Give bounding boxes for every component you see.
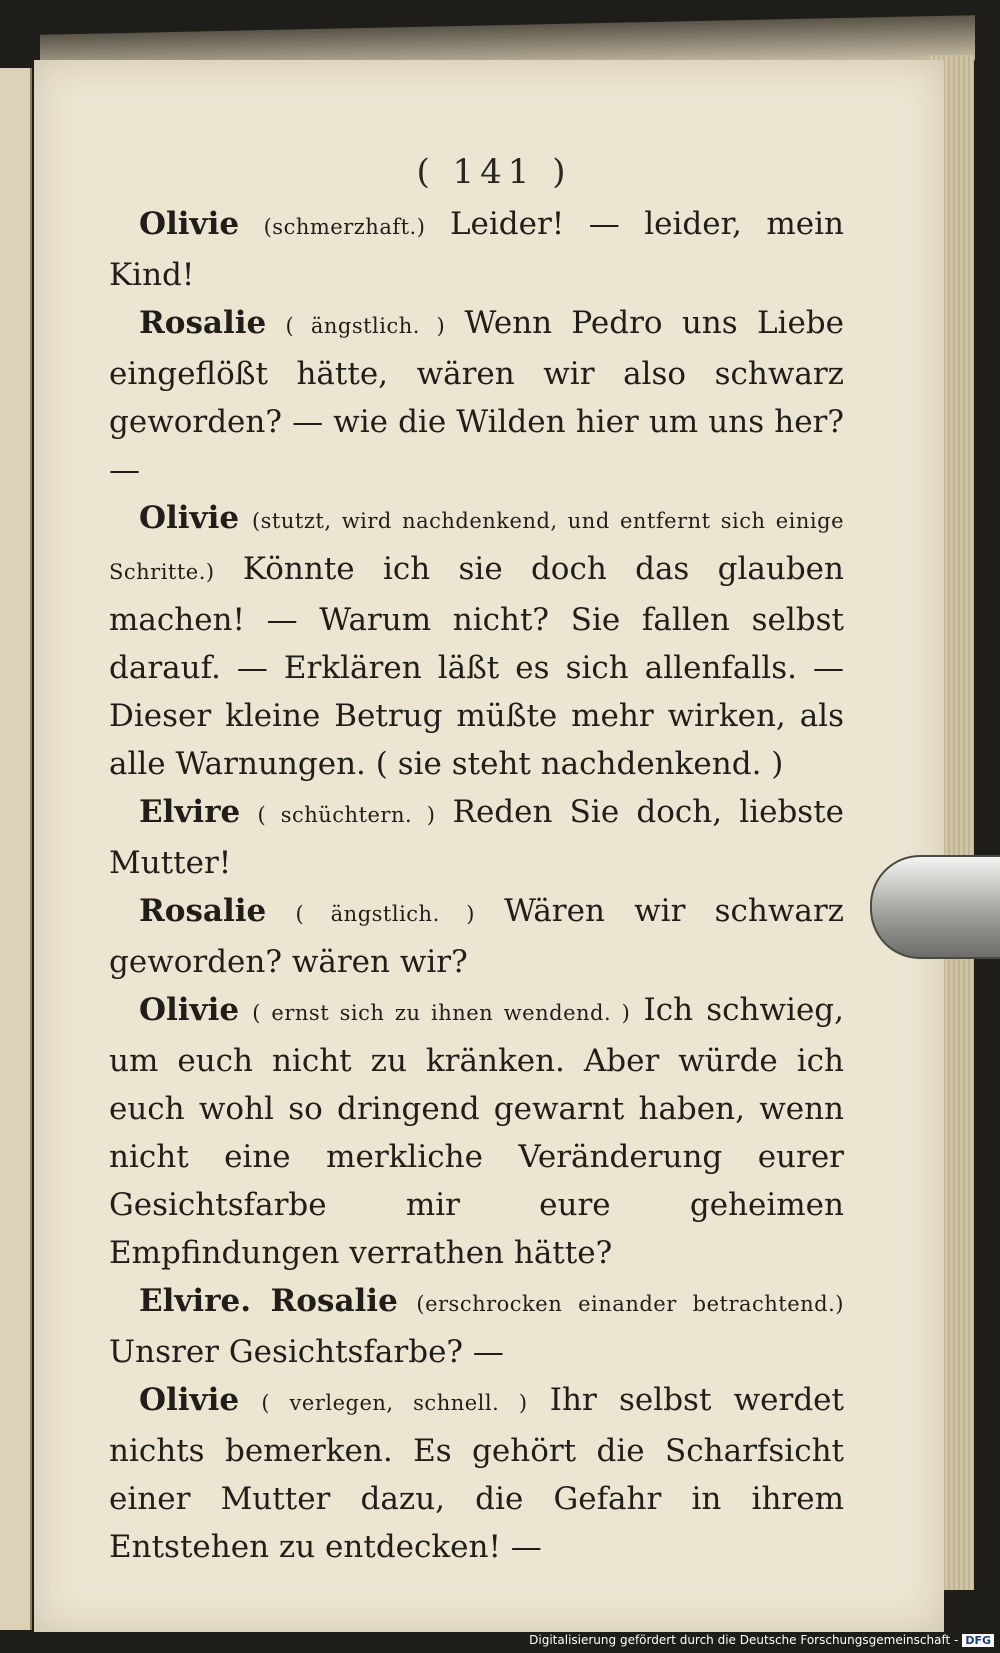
dialogue-text: Könnte ich sie doch das glauben machen! — Warum nicht? Sie fallen selbst darauf. — Erklären läßt es sich allenfalls. — Dieser kleine Betrug müßte mehr wirken, als alle Warnungen. ( sie steht nachdenkend. )	[109, 551, 844, 782]
speaker-name: Olivie	[139, 1382, 240, 1418]
page-clip	[870, 855, 1000, 959]
speaker-name: Olivie	[139, 500, 240, 536]
page-number: ( 141 )	[416, 152, 572, 192]
paragraph	[109, 494, 844, 788]
dialogue-text: Wenn Pedro uns Liebe eingeflößt hätte, wären wir also schwarz geworden? — wie die Wilden hier um uns her? —	[109, 305, 844, 488]
speaker-name: Elvire	[139, 794, 241, 830]
paragraph	[109, 1376, 844, 1571]
dialogue-text: Unsrer Gesichtsfarbe? —	[109, 1334, 504, 1370]
stage-direction: ( ängstlich. )	[285, 314, 446, 338]
speaker-name: Olivie	[139, 992, 240, 1028]
book-page	[34, 60, 944, 1632]
stage-direction: ( ernst sich zu ihnen wendend. )	[252, 1001, 631, 1025]
paragraph	[109, 1277, 844, 1376]
dialogue-text: Wären wir schwarz geworden? wären wir?	[109, 893, 844, 980]
dialogue-text: Ihr selbst werdet nichts bemerken. Es gehört die Scharfsicht einer Mutter dazu, die Gefahr in ihrem Entstehen zu entdecken! —	[109, 1382, 844, 1565]
paragraph	[109, 788, 844, 887]
speaker-name: Elvire. Rosalie	[139, 1283, 398, 1319]
speaker-name: Rosalie	[139, 305, 267, 341]
left-page-edge	[0, 68, 32, 1630]
stage-direction: ( ängstlich. )	[295, 902, 475, 926]
stage-direction: (stutzt, wird nachdenkend, und entfernt sich einige Schritte.)	[109, 509, 844, 584]
speaker-name: Rosalie	[139, 893, 267, 929]
dfg-logo: DFG	[962, 1634, 994, 1647]
paragraph	[109, 299, 844, 494]
dialogue-text: Leider! — leider, mein Kind!	[109, 206, 845, 293]
stage-direction: (schmerzhaft.)	[263, 215, 426, 239]
speaker-name: Olivie	[139, 206, 240, 242]
paragraph	[109, 887, 844, 986]
paragraph	[109, 986, 844, 1277]
digitization-credit	[529, 1633, 994, 1647]
paragraph	[109, 200, 844, 299]
page-text	[109, 200, 844, 1571]
stage-direction: ( verlegen, schnell. )	[261, 1391, 528, 1415]
dialogue-text: Reden Sie doch, liebste Mutter!	[109, 794, 845, 881]
dialogue-text: Ich schwieg, um euch nicht zu kränken. Aber würde ich euch wohl so dringend gewarnt haben, wenn nicht eine merkliche Veränderung eurer Gesichtsfarbe mir eure geheimen Empfindungen verrathen hätte?	[109, 992, 844, 1271]
stage-direction: (erschrocken einander betrachtend.)	[416, 1292, 844, 1316]
credit-text: Digitalisierung gefördert durch die Deutsche Forschungsgemeinschaft -	[529, 1633, 959, 1647]
stage-direction: ( schüchtern. )	[257, 803, 436, 827]
